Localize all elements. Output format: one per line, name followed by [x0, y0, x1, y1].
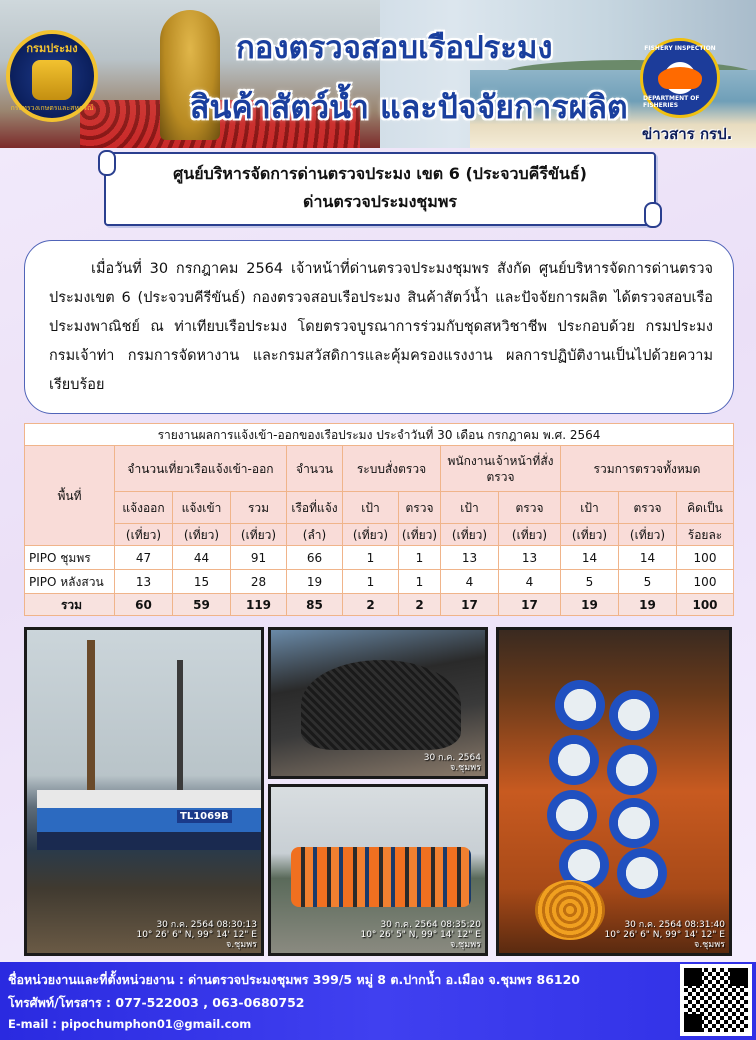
- cell-sys-check: 1: [399, 546, 441, 570]
- footer-phone: โทรศัพท์/โทรสาร : 077-522003 , 063-0680752: [8, 995, 305, 1010]
- intro-paragraph: เมื่อวันที่ 30 กรกฎาคม 2564 เจ้าหน้าที่ด่านตรวจประมงชุมพร สังกัด ศูนย์บริหารจัดการด่านตรวจประมงเขต 6 (ประจวบคีรีขันธ์) กองตรวจสอบเรือประมง สินค้าสัตว์น้ำ และปัจจัยการผลิต ได้ตรวจสอบเรือประมงพาณิชย์ ณ ท่าเทียบเรือประมง โดยตรวจบูรณาการร่วมกับชุดสหวิชาชีพ ประกอบด้วย กรมประมง กรมเจ้าท่า กรมการจัดหางาน และกรมสวัสดิการและคุ้มครองแรงงาน ผลการปฏิบัติงานเป็นไปด้วยความเรียบร้อย: [49, 261, 713, 393]
- unit-trip: (เที่ยว): [441, 524, 499, 546]
- cell-tot-check: 14: [619, 546, 677, 570]
- sub-sum: รวม: [231, 492, 287, 524]
- fish-bucket: [609, 690, 659, 740]
- fish-bucket: [609, 798, 659, 848]
- header-officer: พนักงานเจ้าหน้าที่สั่งตรวจ: [441, 446, 561, 492]
- total-out: 60: [115, 594, 173, 616]
- unit-trip: (เที่ยว): [619, 524, 677, 546]
- fish-bucket: [607, 745, 657, 795]
- department-of-fisheries-logo: [6, 30, 98, 122]
- header-trips: จำนวนเที่ยวเรือแจ้งเข้า-ออก: [115, 446, 287, 492]
- fishery-inspection-logo: [640, 38, 720, 118]
- scroll-title: [104, 152, 656, 226]
- fish-bucket: [555, 680, 605, 730]
- cell-tot-target: 5: [561, 570, 619, 594]
- sub-sys-check: ตรวจ: [399, 492, 441, 524]
- scroll-title-line1: ศูนย์บริหารจัดการด่านตรวจประมง เขต 6 (ประจวบคีรีขันธ์): [173, 164, 587, 183]
- unit-trip: (เที่ยว): [115, 524, 173, 546]
- photo-timestamp: 30 ก.ค. 2564 08:30:13 10° 26' 6" N, 99° 14' 12" E จ.ชุมพร: [136, 920, 257, 950]
- table-row: [25, 570, 734, 594]
- emblem-icon: [32, 60, 72, 100]
- cell-out: 47: [115, 546, 173, 570]
- fish-bucket: [547, 790, 597, 840]
- cell-in: 44: [173, 546, 231, 570]
- total-boats: 85: [287, 594, 343, 616]
- unit-trip: (เที่ยว): [499, 524, 561, 546]
- total-in: 59: [173, 594, 231, 616]
- sub-sys-target: เป้า: [343, 492, 399, 524]
- cell-sys-target: 1: [343, 570, 399, 594]
- footer-address: ชื่อหน่วยงานและที่ตั้งหน่วยงาน : ด่านตรวจประมงชุมพร 399/5 หมู่ 8 ต.ปากน้ำ อ.เมือง จ.ชุมพร 86120: [8, 972, 580, 987]
- table-row: [25, 546, 734, 570]
- header-banner: [0, 0, 756, 148]
- cell-off-target: 13: [441, 546, 499, 570]
- cell-off-target: 4: [441, 570, 499, 594]
- table-total-row: [25, 594, 734, 616]
- cell-tot-target: 14: [561, 546, 619, 570]
- banner-title-line1: กองตรวจสอบเรือประมง: [236, 30, 553, 66]
- total-tot-check: 19: [619, 594, 677, 616]
- qr-code-icon[interactable]: [680, 964, 752, 1036]
- total-off-check: 17: [499, 594, 561, 616]
- sub-percent: คิดเป็น: [677, 492, 734, 524]
- unit-pct: ร้อยละ: [677, 524, 734, 546]
- intro-box: [24, 240, 734, 414]
- header-area: พื้นที่: [25, 446, 115, 546]
- photo-timestamp: 30 ก.ค. 2564 08:31:40 10° 26' 6" N, 99° 14' 12" E จ.ชุมพร: [604, 920, 725, 950]
- total-name: รวม: [25, 594, 115, 616]
- table-caption: รายงานผลการแจ้งเข้า-ออกของเรือประมง ประจำวันที่ 30 เดือน กรกฎาคม พ.ศ. 2564: [25, 424, 734, 446]
- fish-bucket: [549, 735, 599, 785]
- total-sum: 119: [231, 594, 287, 616]
- header-count: จำนวน: [287, 446, 343, 492]
- row-name: PIPO หลังสวน: [25, 570, 115, 594]
- header-total: รวมการตรวจทั้งหมด: [561, 446, 734, 492]
- inspection-team: [291, 847, 471, 907]
- photo-fishing-boat: [24, 627, 264, 956]
- unit-trip: (เที่ยว): [231, 524, 287, 546]
- unit-trip: (เที่ยว): [343, 524, 399, 546]
- unit-trip: (เที่ยว): [399, 524, 441, 546]
- sub-off-target: เป้า: [441, 492, 499, 524]
- sub-tot-check: ตรวจ: [619, 492, 677, 524]
- cell-out: 13: [115, 570, 173, 594]
- logo-left-text: กรมประมง: [26, 41, 78, 55]
- cell-sys-target: 1: [343, 546, 399, 570]
- cell-tot-check: 5: [619, 570, 677, 594]
- photo-fishing-net: [268, 627, 488, 779]
- wings-icon: [658, 67, 702, 89]
- unit-trip: (เที่ยว): [173, 524, 231, 546]
- sub-tot-target: เป้า: [561, 492, 619, 524]
- orange-basket: [535, 880, 605, 940]
- qr-code-pattern: [684, 968, 748, 1032]
- total-off-target: 17: [441, 594, 499, 616]
- total-sys-target: 2: [343, 594, 399, 616]
- sub-out: แจ้งออก: [115, 492, 173, 524]
- report-table: [24, 423, 734, 616]
- logo-right-bottom: DEPARTMENT OF FISHERIES: [643, 95, 700, 109]
- cell-pct: 100: [677, 570, 734, 594]
- total-pct: 100: [677, 594, 734, 616]
- news-tag: ข่าวสาร กรป.: [642, 125, 733, 143]
- photo-fish-hold: [496, 627, 732, 956]
- header-system: ระบบสั่งตรวจ: [343, 446, 441, 492]
- photo-timestamp: 30 ก.ค. 2564 08:35:20 10° 26' 5" N, 99° 14' 12" E จ.ชุมพร: [360, 920, 481, 950]
- cell-pct: 100: [677, 546, 734, 570]
- cell-sys-check: 1: [399, 570, 441, 594]
- cell-sum: 28: [231, 570, 287, 594]
- unit-boat: (ลำ): [287, 524, 343, 546]
- fish-bucket: [617, 848, 667, 898]
- logo-left-sub: กระทรวงเกษตรและสหกรณ์: [10, 103, 94, 112]
- cell-boats: 66: [287, 546, 343, 570]
- fishing-net: [301, 660, 461, 750]
- row-name: PIPO ชุมพร: [25, 546, 115, 570]
- total-sys-check: 2: [399, 594, 441, 616]
- cell-in: 15: [173, 570, 231, 594]
- cell-boats: 19: [287, 570, 343, 594]
- sub-in: แจ้งเข้า: [173, 492, 231, 524]
- sub-off-check: ตรวจ: [499, 492, 561, 524]
- banner-title-line2: สินค้าสัตว์น้ำ และปัจจัยการผลิต: [190, 88, 628, 126]
- scroll-title-line2: ด่านตรวจประมงชุมพร: [303, 192, 457, 211]
- footer-email: E-mail : pipochumphon01@gmail.com: [8, 1017, 252, 1031]
- cell-off-check: 13: [499, 546, 561, 570]
- cell-off-check: 4: [499, 570, 561, 594]
- total-tot-target: 19: [561, 594, 619, 616]
- boat-plate: TL1069B: [177, 810, 232, 823]
- sub-boats: เรือที่แจ้ง: [287, 492, 343, 524]
- cell-sum: 91: [231, 546, 287, 570]
- photo-timestamp: 30 ก.ค. 2564 จ.ชุมพร: [423, 753, 481, 773]
- contact-footer: [0, 962, 756, 1040]
- unit-trip: (เที่ยว): [561, 524, 619, 546]
- logo-right-top: FISHERY INSPECTION: [644, 45, 716, 52]
- photo-group-inspection: [268, 784, 488, 956]
